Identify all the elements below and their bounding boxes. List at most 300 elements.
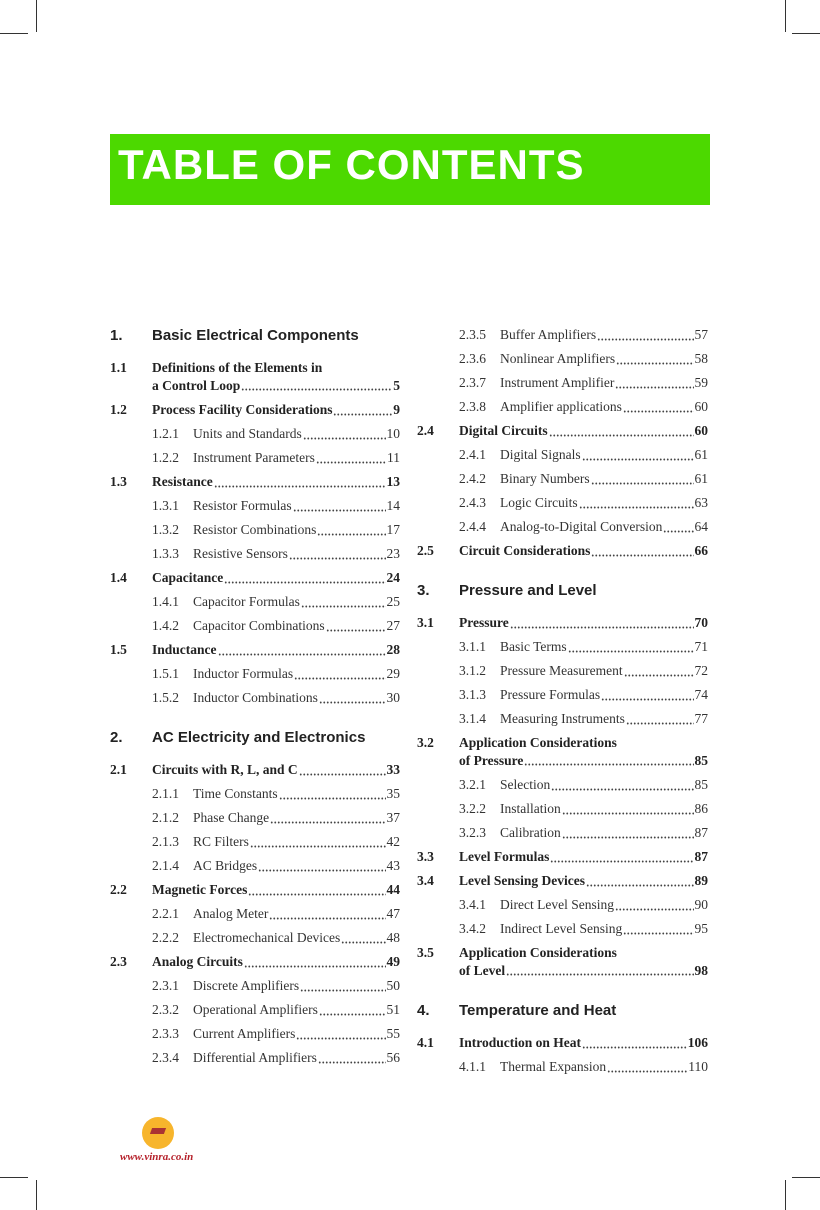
entry-number: 1.4.2	[152, 618, 179, 633]
dot-leader	[624, 667, 694, 677]
graduation-cap-logo-icon	[142, 1117, 174, 1149]
page-number: 11	[387, 450, 400, 465]
page-number: 47	[386, 906, 400, 921]
entry-title-line2	[459, 752, 708, 770]
toc-entry[interactable]	[110, 758, 400, 782]
dot-leader	[579, 499, 694, 509]
page-number: 33	[386, 762, 400, 777]
page-title: TABLE OF CONTENTS	[118, 141, 585, 188]
entry-title: Discrete Amplifiers	[193, 978, 300, 993]
entry-number: 1.3.2	[152, 522, 179, 537]
toc-entry[interactable]	[417, 707, 708, 731]
dot-leader	[601, 691, 693, 701]
entry-number: 1.2.1	[152, 426, 179, 441]
entry-number: 2.1.4	[152, 858, 179, 873]
entry-number: 3.2	[417, 735, 434, 750]
toc-entry[interactable]	[417, 491, 708, 515]
entry-number: 1.2	[110, 402, 127, 417]
entry-title: Amplifier applications	[500, 399, 622, 414]
page-number: 42	[386, 834, 400, 849]
entry-title: Analog Circuits	[152, 954, 243, 969]
toc-entry[interactable]	[417, 395, 708, 419]
page-number: 60	[694, 423, 708, 438]
dot-leader	[316, 454, 386, 464]
toc-entry[interactable]	[110, 662, 400, 686]
entry-title: Time Constants	[193, 786, 278, 801]
entry-number: 3.2.1	[459, 777, 486, 792]
toc-entry[interactable]	[417, 821, 708, 845]
entry-body	[459, 734, 708, 770]
dot-leader	[341, 934, 385, 944]
entry-number: 2.4.2	[459, 471, 486, 486]
dot-leader	[319, 694, 386, 704]
entry-number: 1.5	[110, 642, 127, 657]
entry-number: 2.4	[417, 423, 434, 438]
page-number: 55	[386, 1026, 400, 1041]
title-banner	[110, 134, 710, 205]
dot-leader	[294, 670, 385, 680]
toc-entry[interactable]	[110, 398, 400, 422]
dot-leader	[279, 790, 386, 800]
entry-title: Measuring Instruments	[500, 711, 625, 726]
dot-leader	[550, 853, 693, 863]
toc-entry[interactable]	[417, 347, 708, 371]
dot-leader	[300, 982, 385, 992]
dot-leader	[244, 958, 386, 968]
toc-entry[interactable]	[417, 731, 708, 773]
dot-leader	[582, 451, 694, 461]
entry-title: Current Amplifiers	[193, 1026, 296, 1041]
page-number: 9	[393, 402, 400, 417]
toc-entry[interactable]	[417, 515, 708, 539]
entry-title: Calibration	[500, 825, 561, 840]
entry-title: Buffer Amplifiers	[500, 327, 597, 342]
toc-entry[interactable]	[417, 419, 708, 443]
chapter-heading[interactable]	[110, 725, 400, 758]
toc-entry[interactable]	[417, 323, 708, 347]
page-number: 49	[386, 954, 400, 969]
entry-title: Pressure Measurement	[500, 663, 623, 678]
dot-leader	[582, 1039, 687, 1049]
dot-leader	[562, 829, 694, 839]
entry-number: 1.2.2	[152, 450, 179, 465]
page-number: 44	[386, 882, 400, 897]
entry-title: Capacitance	[152, 570, 224, 585]
toc-entry[interactable]	[110, 830, 400, 854]
dot-leader	[214, 478, 386, 488]
page-number: 98	[694, 963, 708, 978]
page-number: 35	[386, 786, 400, 801]
entry-number: 3.1	[417, 615, 434, 630]
entry-title: Phase Change	[193, 810, 270, 825]
toc-entry[interactable]	[110, 422, 400, 446]
toc-entry[interactable]	[417, 845, 708, 869]
dot-leader	[616, 355, 693, 365]
entry-title: Nonlinear Amplifiers	[500, 351, 616, 366]
toc-entry[interactable]	[417, 635, 708, 659]
page-number: 106	[687, 1035, 708, 1050]
toc-entry[interactable]	[417, 917, 708, 941]
dot-leader	[623, 403, 694, 413]
page-number: 66	[694, 543, 708, 558]
crop-mark	[792, 33, 820, 34]
entry-number: 3.4.1	[459, 897, 486, 912]
page-number: 27	[386, 618, 400, 633]
entry-number: 3.2.2	[459, 801, 486, 816]
toc-entry[interactable]	[417, 1055, 708, 1079]
toc-entry[interactable]	[110, 950, 400, 974]
dot-leader	[562, 805, 694, 815]
entry-title-continued: of Pressure	[459, 753, 524, 768]
entry-number: 3.1.2	[459, 663, 486, 678]
entry-title: Inductor Combinations	[193, 690, 318, 705]
entry-number: 1.5.2	[152, 690, 179, 705]
dot-leader	[551, 781, 693, 791]
dot-leader	[586, 877, 694, 887]
entry-number: 1.	[110, 327, 123, 344]
toc-entry[interactable]	[110, 494, 400, 518]
toc-entry[interactable]	[417, 611, 708, 635]
page-number: 85	[694, 777, 708, 792]
page-number: 87	[694, 849, 708, 864]
entry-number: 1.5.1	[152, 666, 179, 681]
entry-number: 2.3.7	[459, 375, 486, 390]
entry-title: Instrument Amplifier	[500, 375, 615, 390]
entry-title: Introduction on Heat	[459, 1035, 582, 1050]
entry-number: 3.2.3	[459, 825, 486, 840]
entry-number: 2.1	[110, 762, 127, 777]
entry-number: 2.1.1	[152, 786, 179, 801]
dot-leader	[293, 502, 386, 512]
chapter-title: Temperature and Heat	[459, 1002, 617, 1019]
toc-entry[interactable]	[417, 683, 708, 707]
entry-number: 2.4.3	[459, 495, 486, 510]
toc-entry[interactable]	[110, 590, 400, 614]
entry-title: Level Sensing Devices	[459, 873, 585, 888]
entry-number: 2.4.1	[459, 447, 486, 462]
entry-title: Electromechanical Devices	[193, 930, 341, 945]
dot-leader	[241, 381, 392, 391]
crop-mark	[36, 1180, 37, 1210]
entry-title: Circuit Considerations	[459, 543, 591, 558]
entry-title: Indirect Level Sensing	[500, 921, 623, 936]
page-number: 50	[386, 978, 400, 993]
entry-title: Magnetic Forces	[152, 882, 248, 897]
entry-number: 3.3	[417, 849, 434, 864]
entry-title: AC Bridges	[193, 858, 258, 873]
dot-leader	[623, 925, 693, 935]
toc-entry[interactable]	[110, 902, 400, 926]
dot-leader	[568, 643, 694, 653]
page-number: 61	[694, 447, 708, 462]
dot-leader	[626, 715, 694, 725]
toc-entry[interactable]	[110, 806, 400, 830]
toc-entry[interactable]	[110, 470, 400, 494]
dot-leader	[301, 598, 386, 608]
toc-entry[interactable]	[110, 686, 400, 710]
dot-leader	[615, 901, 694, 911]
dot-leader	[506, 966, 693, 976]
dot-leader	[591, 475, 694, 485]
entry-number: 2.3.2	[152, 1002, 179, 1017]
entry-title: Thermal Expansion	[500, 1059, 607, 1074]
entry-number: 2.2.1	[152, 906, 179, 921]
entry-title: Installation	[500, 801, 561, 816]
toc-entry[interactable]	[417, 869, 708, 893]
dot-leader	[319, 1006, 386, 1016]
entry-number: 2.1.3	[152, 834, 179, 849]
crop-mark	[785, 0, 786, 32]
page-number: 24	[386, 570, 400, 585]
dot-leader	[224, 574, 385, 584]
dot-leader	[510, 619, 694, 629]
toc-entry[interactable]	[110, 878, 400, 902]
entry-title-continued: a Control Loop	[152, 378, 241, 393]
page-number: 43	[386, 858, 400, 873]
entry-title: Units and Standards	[193, 426, 302, 441]
dot-leader	[303, 430, 386, 440]
entry-number: 2.2.2	[152, 930, 179, 945]
entry-number: 2.2	[110, 882, 127, 897]
page-number: 85	[694, 753, 708, 768]
toc-entry[interactable]	[417, 371, 708, 395]
page-number: 30	[386, 690, 400, 705]
entry-title: Resistance	[152, 474, 213, 489]
entry-number: 3.1.1	[459, 639, 486, 654]
entry-title: Capacitor Combinations	[193, 618, 325, 633]
entry-title: Pressure	[459, 615, 509, 630]
toc-entry[interactable]	[110, 356, 400, 398]
page-number: 89	[694, 873, 708, 888]
entry-number: 2.3.8	[459, 399, 486, 414]
crop-mark	[36, 0, 37, 32]
dot-leader	[250, 838, 386, 848]
toc-entry[interactable]	[110, 614, 400, 638]
dot-leader	[591, 547, 693, 557]
dot-leader	[317, 526, 385, 536]
entry-title-line2	[152, 377, 400, 395]
crop-mark	[0, 33, 28, 34]
entry-title: Logic Circuits	[500, 495, 578, 510]
entry-number: 4.1.1	[459, 1059, 486, 1074]
entry-title: RC Filters	[193, 834, 249, 849]
entry-number: 3.4	[417, 873, 434, 888]
toc-entry[interactable]	[110, 998, 400, 1022]
toc-entry[interactable]	[110, 638, 400, 662]
entry-title: Circuits with R, L, and C	[152, 762, 298, 777]
entry-number: 2.3.3	[152, 1026, 179, 1041]
toc-entry[interactable]	[110, 446, 400, 470]
entry-title-line2	[459, 962, 708, 980]
page-number: 72	[694, 663, 708, 678]
page-number: 57	[694, 327, 708, 342]
page-number: 14	[386, 498, 400, 513]
entry-number: 2.4.4	[459, 519, 486, 534]
entry-number: 3.1.4	[459, 711, 486, 726]
page-number: 48	[386, 930, 400, 945]
page-number: 17	[386, 522, 400, 537]
chapter-heading[interactable]	[417, 578, 708, 611]
page-number: 60	[694, 399, 708, 414]
toc-entry[interactable]	[110, 518, 400, 542]
page-number: 64	[694, 519, 708, 534]
page-number: 29	[386, 666, 400, 681]
toc-entry[interactable]	[417, 797, 708, 821]
page-number: 23	[386, 546, 400, 561]
dot-leader	[318, 1054, 386, 1064]
page-number: 13	[386, 474, 400, 489]
entry-title: Application Considerations	[459, 735, 617, 750]
dot-leader	[663, 523, 693, 533]
page-number: 37	[386, 810, 400, 825]
toc-entry[interactable]	[417, 773, 708, 797]
page-number: 87	[694, 825, 708, 840]
entry-number: 1.3.1	[152, 498, 179, 513]
crop-mark	[792, 1177, 820, 1178]
entry-number: 1.1	[110, 360, 127, 375]
toc-column-right	[417, 323, 708, 1079]
entry-number: 2.	[110, 729, 123, 746]
toc-entry[interactable]	[110, 782, 400, 806]
entry-title: Resistor Formulas	[193, 498, 292, 513]
page-number: 51	[386, 1002, 400, 1017]
entry-title: Process Facility Considerations	[152, 402, 333, 417]
chapter-title: AC Electricity and Electronics	[152, 729, 366, 746]
page-number: 90	[694, 897, 708, 912]
crop-mark	[785, 1180, 786, 1210]
dot-leader	[258, 862, 385, 872]
entry-title: Digital Signals	[500, 447, 581, 462]
entry-title: Definitions of the Elements in	[152, 360, 323, 375]
entry-title-continued: of Level	[459, 963, 506, 978]
toc-entry[interactable]	[417, 467, 708, 491]
entry-number: 3.4.2	[459, 921, 486, 936]
entry-number: 1.4.1	[152, 594, 179, 609]
dot-leader	[218, 646, 386, 656]
entry-title: Differential Amplifiers	[193, 1050, 317, 1065]
page-number: 56	[386, 1050, 400, 1065]
dot-leader	[326, 622, 386, 632]
chapter-heading[interactable]	[110, 323, 400, 356]
entry-title: Analog-to-Digital Conversion	[500, 519, 663, 534]
entry-title: Inductance	[152, 642, 217, 657]
entry-title: Instrument Parameters	[193, 450, 315, 465]
dot-leader	[549, 427, 694, 437]
entry-number: 2.3.6	[459, 351, 486, 366]
dot-leader	[289, 550, 386, 560]
entry-body	[152, 359, 400, 395]
chapter-title: Basic Electrical Components	[152, 327, 359, 344]
toc-entry[interactable]	[417, 1031, 708, 1055]
toc-entry[interactable]	[417, 539, 708, 563]
page-number: 28	[386, 642, 400, 657]
page-number: 10	[386, 426, 400, 441]
entry-title: Inductor Formulas	[193, 666, 294, 681]
dot-leader	[270, 814, 385, 824]
page-number: 110	[688, 1059, 708, 1074]
entry-number: 1.3	[110, 474, 127, 489]
entry-title: Capacitor Formulas	[193, 594, 300, 609]
dot-leader	[615, 379, 693, 389]
entry-number: 2.3.4	[152, 1050, 179, 1065]
entry-title: Operational Amplifiers	[193, 1002, 318, 1017]
entry-number: 1.4	[110, 570, 127, 585]
entry-number: 2.3.1	[152, 978, 179, 993]
entry-title: Selection	[500, 777, 551, 792]
entry-number: 2.5	[417, 543, 434, 558]
dot-leader	[597, 331, 693, 341]
entry-title: Analog Meter	[193, 906, 269, 921]
dot-leader	[269, 910, 385, 920]
entry-number: 3.1.3	[459, 687, 486, 702]
entry-number: 4.	[417, 1002, 430, 1019]
crop-mark	[0, 1177, 28, 1178]
entry-title: Basic Terms	[500, 639, 567, 654]
entry-number: 4.1	[417, 1035, 434, 1050]
dot-leader	[607, 1063, 687, 1073]
page-number: 95	[694, 921, 708, 936]
page-number: 5	[393, 378, 400, 393]
toc-column-left	[110, 323, 400, 1070]
toc-entry[interactable]	[417, 443, 708, 467]
page-number: 86	[694, 801, 708, 816]
toc-entry[interactable]	[110, 1022, 400, 1046]
dot-leader	[296, 1030, 385, 1040]
entry-number: 3.5	[417, 945, 434, 960]
chapter-title: Pressure and Level	[459, 582, 597, 599]
entry-title: Direct Level Sensing	[500, 897, 614, 912]
dot-leader	[248, 886, 385, 896]
chapter-heading[interactable]	[417, 998, 708, 1031]
entry-title: Binary Numbers	[500, 471, 590, 486]
entry-title: Resistive Sensors	[193, 546, 288, 561]
entry-title: Digital Circuits	[459, 423, 548, 438]
page-number: 70	[694, 615, 708, 630]
entry-title: Application Considerations	[459, 945, 617, 960]
entry-number: 2.1.2	[152, 810, 179, 825]
toc-entry[interactable]	[110, 854, 400, 878]
entry-title: Pressure Formulas	[500, 687, 601, 702]
page-number: 58	[694, 351, 708, 366]
footer-url: www.vinra.co.in	[120, 1151, 194, 1163]
entry-title: Level Formulas	[459, 849, 550, 864]
dot-leader	[299, 766, 386, 776]
entry-body	[459, 944, 708, 980]
toc-entry[interactable]	[110, 542, 400, 566]
toc-entry[interactable]	[417, 893, 708, 917]
page-number: 63	[694, 495, 708, 510]
entry-number: 2.3.5	[459, 327, 486, 342]
page-number: 25	[386, 594, 400, 609]
page-number: 74	[694, 687, 708, 702]
entry-number: 1.3.3	[152, 546, 179, 561]
page-number: 61	[694, 471, 708, 486]
entry-number: 2.3	[110, 954, 127, 969]
entry-title: Resistor Combinations	[193, 522, 317, 537]
toc-entry[interactable]	[110, 974, 400, 998]
toc-entry[interactable]	[417, 659, 708, 683]
dot-leader	[524, 756, 693, 766]
toc-entry[interactable]	[110, 566, 400, 590]
page-number: 77	[694, 711, 708, 726]
page-number: 59	[694, 375, 708, 390]
entry-number: 3.	[417, 582, 430, 599]
toc-entry[interactable]	[110, 926, 400, 950]
toc-entry[interactable]	[417, 941, 708, 983]
page-number: 71	[694, 639, 708, 654]
toc-entry[interactable]	[110, 1046, 400, 1070]
dot-leader	[333, 406, 392, 416]
